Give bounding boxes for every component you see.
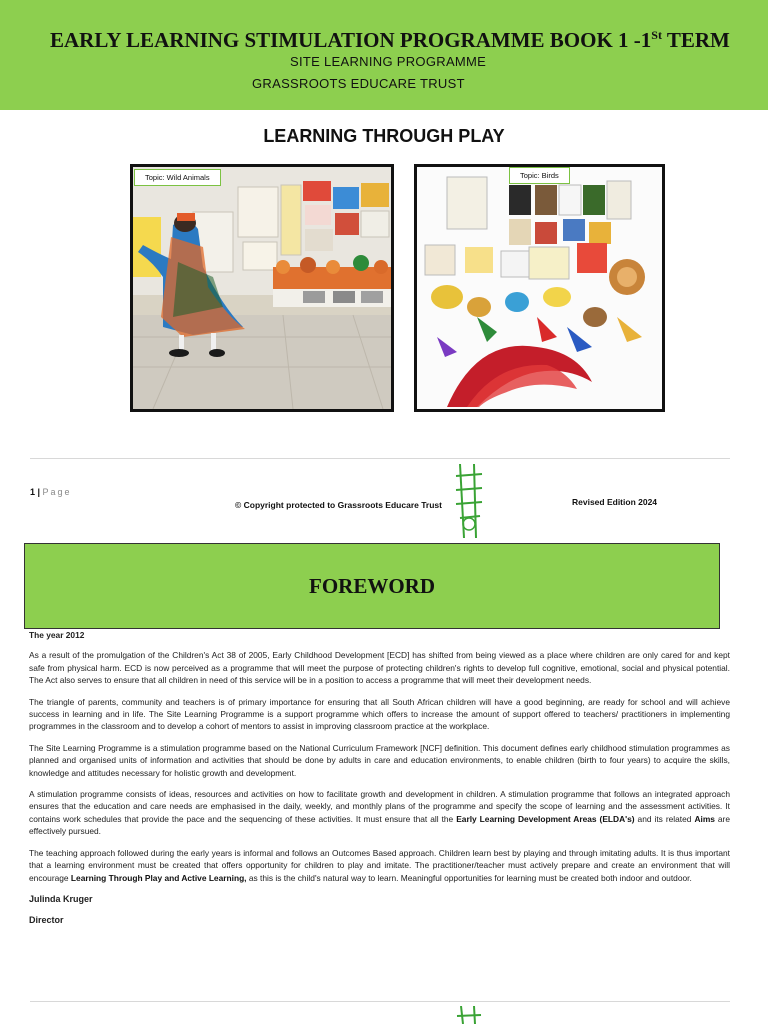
topic-label-birds: Topic: Birds — [509, 167, 570, 184]
foreword-year: The year 2012 — [29, 630, 85, 640]
p4-bold-elda: Early Learning Development Areas (ELDA's) — [456, 813, 635, 824]
title-main: EARLY LEARNING STIMULATION PROGRAMME BOOK 1 -1 — [50, 28, 652, 52]
p4-text-a: A stimulation programme consists of ideas, resources and activities on how to facilitate growth and development in children. A stimulation programme that follows an integrated approach ensures that the education and care needs are emphasised in the daily, weekly, and monthly plans of the programme and specify the scope of learning and the assessment activities. It contains work schedules that provide the pace and the sequencing of these activities. It must ensure that all the — [29, 789, 730, 824]
subtitle-organisation: GRASSROOTS EDUCARE TRUST — [252, 76, 465, 91]
grassroots-logo-icon — [452, 462, 486, 540]
classroom-illustration — [133, 167, 391, 409]
page-label: Page — [42, 487, 72, 497]
photo-birds — [414, 164, 665, 412]
p5-text-c: as this is the child's natural way to learn. Meaningful opportunities for learning must be created both indoor and outdoor. — [246, 872, 692, 883]
document-title — [50, 28, 730, 53]
birds-craft-illustration — [417, 167, 662, 409]
p4-bold-aims: Aims — [694, 813, 715, 824]
header-banner — [0, 0, 768, 110]
foreword-paragraph-1: As a result of the promulgation of the Children's Act 38 of 2005, Early Childhood Development [ECD] has shifted from being viewed as a place where children are only cared for and kept safe from physical harm. ECD is now perceived as a programme that will meet the purpose of protecting children's rights to develop full cognitive, emotional, social and physical potential. The Act also serves to ensure that all children in need of this service will be in a position to access a programme that will meet their development needs. — [29, 650, 730, 686]
page-number — [30, 487, 72, 497]
p4-text-c: and its related — [634, 813, 695, 824]
signatory-title: Director — [29, 914, 64, 925]
footer-divider — [30, 458, 730, 459]
foreword-paragraph-4 — [29, 788, 730, 838]
p5-text-a: The teaching approach followed during the early years is informal and follows an Outcomes Based approach. Children learn best by playing and through imitating adults. It is thus important that a learning environment must be created that offers opportunity for children to play and imitate. The practitioner/teacher must actively prepare and create an environment that will encourage — [29, 847, 730, 883]
photo-wild-animals — [130, 164, 394, 412]
foreword-paragraph-2: The triangle of parents, community and teachers is of primary importance for ensuring that all South African children will have a good beginning, are ready for school and will achieve success in learning and in life. The Site Learning Programme is a support programme which offers to increase the amount of support offered to teachers/ practitioners in implementing programmes in the classroom and to develop a cohort of mentors to assist in improving classroom practice at the workplace. — [29, 696, 730, 732]
p4-text-e: are effectively pursued. — [29, 813, 731, 837]
foreword-paragraph-3: The Site Learning Programme is a stimulation programme based on the National Curriculum Framework [NCF] definition. This document defines early childhood stimulation programmes as planned and organised units of information and activities that should be done by adults in care and education environments, to enable children (birth to four years) to acquire the skills, knowledge and attitudes necessary for holistic growth and development. — [29, 742, 730, 778]
title-superscript: St — [651, 28, 662, 42]
foreword-title: FOREWORD — [309, 574, 435, 598]
p5-bold-learning: Learning Through Play and Active Learning, — [70, 872, 247, 883]
section-title: LEARNING THROUGH PLAY — [263, 126, 505, 146]
foreword-banner — [24, 543, 720, 629]
grassroots-logo-icon-2 — [454, 1006, 484, 1024]
title-end: TERM — [661, 28, 730, 52]
page-number-value: 1 — [30, 487, 36, 497]
foreword-body — [29, 629, 730, 935]
topic-label-wild-animals: Topic: Wild Animals — [134, 169, 221, 186]
subtitle-programme: SITE LEARNING PROGRAMME — [290, 54, 487, 69]
copyright-notice: © Copyright protected to Grassroots Educare Trust — [235, 500, 442, 510]
foreword-paragraph-5 — [29, 847, 730, 884]
page-number-separator: | — [35, 487, 43, 497]
edition-label: Revised Edition 2024 — [572, 497, 658, 507]
footer-divider-2 — [30, 1001, 730, 1002]
signatory-name: Julinda Kruger — [29, 893, 93, 904]
